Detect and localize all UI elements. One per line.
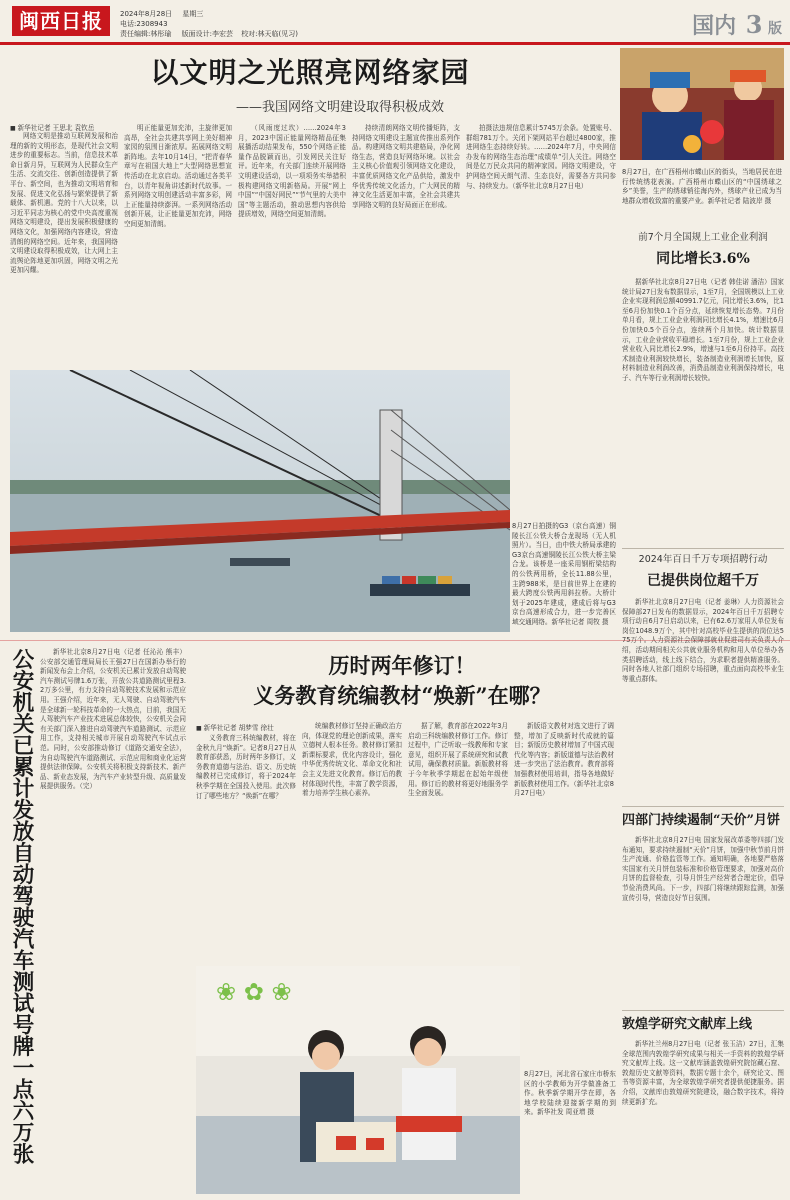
embroidery-photo	[620, 48, 784, 160]
industry-kicker: 前7个月全国规上工业企业利润	[638, 232, 768, 243]
edu-column-2: 统编教材修订坚持正确政治方向，体现党的理论创新成果，落实立德树人根本任务。教材修订紧扣新课标要求，优化内容设计，强化中华优秀传统文化、革命文化和社会主义先进文化教育。修订后的教材体现时代性，丰富了教学资源，着力培养学生核心素养。	[302, 722, 402, 798]
masthead-rule	[0, 42, 790, 45]
lead-subtitle: ——我国网络文明建设取得积极成效	[235, 100, 444, 115]
lead-title: 以文明之光照亮网络家园	[150, 56, 470, 89]
edu-column-1: 义务教育三科统编教材，将在金秋九月“焕新”。记者8月27日从教育部获悉，历时两年多修订，义务教育道德与法治、语文、历史统编教材已完成修订，将于2024年秋季学期在全国投入使用。此次修订了哪些地方？“焕新”在哪？	[196, 734, 296, 800]
police-title: 公安机关已累计发放自动驾驶汽车测试号牌一点六万张	[9, 648, 34, 1164]
issue-proofreader: 校对:林天临(见习)	[241, 30, 299, 38]
edu-title-line-1: 历时两年修订！	[328, 653, 476, 678]
edu-title-line-2: 义务教育统编教材“焕新”在哪？	[253, 683, 551, 708]
classroom-caption: 8月27日，河北省石家庄市桥东区的小学教师为开学做准备工作。秋季新学期开学在即，各地学校陆续迎接新学期的到来。新华社发 周亚增 摄	[524, 1070, 616, 1117]
mooncake-body: 新华社北京8月27日电 国家发展改革委等四部门发布通知，要求持续遏制“天价”月饼，加强中秋节前月饼生产流通、价格监管等工作。通知明确，各地要严格落实国家有关月饼包装标准和价格管理要求，加强对高价月饼的监督检查，引导月饼生产经营者合理定价，倡导节俭消费风尚。下一步，四部门将继续跟踪监测，加强宣传引导，营造良好节日氛围。	[622, 836, 784, 902]
mooncake-title: 四部门持续遏制“天价”月饼	[622, 813, 780, 828]
lead-column-2: 明正能量更加充沛，主旋律更加高昂，全社会共建共享网上美好精神家园的氛围日渐浓厚。拓展网络文明新阵地。去年10月14日，“把青春华章写在祖国大地上”大型网络思想宣传活动在北京启动。活动通过各类平台，以青年视角讲述新时代故事。一系列网络文明创建活动丰富多彩，网上正能量持续澎湃。一系列网络活动创新开展，让正能量更加充沛，网络空间更加清朗。	[124, 124, 232, 228]
industry-body: 据新华社北京8月27日电（记者 韩佳诺 潘洁）国家统计局27日发布数据显示，1至7月，全国规模以上工业企业实现利润总额40991.7亿元，同比增长3.6%，比1至6月份加快0.1个百分点，延续恢复增长态势。7月份单月看，规上工业企业利润同比增长4.1%，增速比6月份加快0.5个百分点，连续两个月加快。统计数据显示，工业企业营收平稳增长。1至7月份，规上工业企业营业收入同比增长2.9%，增速与1至6月份持平。高技术制造业利润较快增长，装备制造业利润增长加快，原材料制造业利润改善，消费品制造业利润保持增长，电子、汽车等行业利润增长较快。	[622, 278, 784, 382]
lead-column-5: 拍摄法违规信息累计5745万余条。处置账号、群组781万个。关闭下架网站平台超过4800家，推进网络生态持续好转。……2024年7月，中央网信办发布的网络生态治理“成绩单”引人关注。网络空间是亿万民众共同的精神家园。网络文明建设，守护网络空间天朗气清、生态良好，需要各方共同参与、持续发力。（新华社北京8月27日电）	[466, 124, 616, 190]
jobs-title: 已提供岗位超千万	[647, 573, 759, 589]
jobs-kicker: 2024年百日千万专项招聘行动	[638, 554, 768, 565]
divider	[622, 548, 784, 549]
masthead	[0, 0, 790, 46]
divider	[622, 1010, 784, 1011]
issue-designer: 版面设计:李宏芸	[181, 30, 233, 38]
lead-byline: ■ 新华社记者 王思北 袁钦岳	[10, 122, 94, 132]
section-name: 国内	[692, 13, 737, 39]
classroom-photo	[196, 966, 520, 1194]
lead-column-3: （风雨度过坎）……2024年3月，2023中国正能量网络精品征集展播活动结果发布，550个网络正能量作品脱颖而出，引发网民关注好评。近年来，有关部门连续开展网络文明建设活动，以一项项务实举措积极构建网络文明新格局。开展“网上中国”“中国好网民”“节气里的大美中国”等主题活动，推动思想内容供给提质增效，网络空间更加清朗。	[238, 124, 346, 219]
edu-column-4: 新版语文教材对选文进行了调整，增加了反映新时代成就的篇目；新版历史教材增加了中国式现代化等内容；新版道德与法治教材进一步突出了法治教育。教育部将加强教材使用培训，指导各地做好新版教材使用工作。（新华社北京8月27日电）	[514, 722, 614, 798]
edu-byline: ■ 新华社记者 胡梦雪 徐壮	[196, 722, 274, 732]
section-label	[640, 9, 782, 37]
bridge-photo	[10, 370, 510, 632]
issue-phone: 电话:2308943	[120, 20, 168, 28]
svg-text:❀ ✿ ❀: ❀ ✿ ❀	[216, 978, 292, 1006]
issue-weekday: 星期三	[182, 10, 204, 18]
dunhuang-title: 敦煌学研究文献库上线	[622, 1017, 753, 1032]
issue-date: 2024年8月28日	[120, 10, 173, 18]
embroidery-caption: 8月27日，在广西梧州市蝶山区的街头，当地居民在进行传统绣花表演。广西梧州市蝶山区的“中国绣球之乡”美誉，生产的绣球销往海内外，绣球产业已成为当地群众增收致富的重要产业。新华社记者 陆波岸 摄	[622, 168, 782, 205]
page-unit: 版	[768, 21, 782, 37]
lead-column-4: 持续清朗网络文明传播矩阵，支持网络文明建设主题宣传推出系列作品。构建网络文明共建格局，净化网络生态，营造良好网络环境。以社会主义核心价值观引领网络文化建设，丰富优质网络文化产品供给，激发中华优秀传统文化活力，广大网民的精神文化生活更加丰富，全社会共建共享网络文明的良好局面正在形成。	[352, 124, 460, 209]
newspaper-logo: 闽西日报	[12, 6, 110, 36]
industry-title: 同比增长3.6%	[656, 251, 750, 267]
lead-column-1: 网络文明是推动互联网发展和治理的新的文明形态，是现代社会文明进步的重要标志。当前，信息技术革命日新月异，互联网为人民群众生产生活、交流交往、创新创造提供了新平台、新空间，也为推动文明培育和发展、促进文化弘扬与繁荣提供了新载体、新机遇。党的十八大以来，以习近平同志为核心的党中央高度重视网络文明建设，提出发展积极健康的网络文化，加强网络内容建设，营造清朗的网络空间。近年来，我国网络文明建设取得积极成效，让大网上主流舆论阵地更加巩固，网络文明之光更加闪耀。	[10, 132, 118, 275]
jobs-body: 新华社北京8月27日电（记者 姜琳）人力资源社会保障部27日发布的数据显示，2024年百日千万招聘专项行动自6月7日启动以来，已有62.6万家用人单位发布岗位1048.9万个，其中针对高校毕业生提供的岗位达575万个。人力资源社会保障部就业促进司有关负责人介绍，活动期间相关公共就业服务机构和用人单位举办各类招聘活动，线上线下结合，为求职者提供精准服务。同时各地人社部门组织专场招聘，重点面向高校毕业生等重点群体。	[622, 598, 784, 683]
section-rule	[0, 640, 790, 641]
police-body: 新华社北京8月27日电（记者 任沁沁 熊丰）公安部交通管理局局长王强27日在国新办举行的新闻发布会上介绍，公安机关已累计发放自动驾驶汽车测试号牌1.6万张，开放公共道路测试里程3.2万多公里，有力支持自动驾驶技术发展和示范应用。王强介绍，近年来，无人驾驶、自动驾驶汽车是全球新一轮科技革命的一大热点，目前，我国无人驾驶汽车产业技术进展总体较快，公安机关会同有关部门深入推进自动驾驶汽车道路测试、示范应用工作，支持相关城市开展自动驾驶汽车试点示范。同时，公安部推动修订《道路交通安全法》，为自动驾驶汽车道路测试、示范应用和商业化运营提供法律保障。公安机关将积极支持新技术、新产品、新业态发展，为汽车产业转型升级、高质量发展提供服务。（完）	[40, 648, 186, 791]
divider	[622, 806, 784, 807]
page-number: 3	[745, 10, 763, 39]
dunhuang-body: 新华社兰州8月27日电（记者 张玉洁）27日，汇集全球范围内敦煌学研究成果与相关一手资料的敦煌学研究文献库上线。这一文献库涵盖敦煌研究院馆藏石窟、敦煌历史文献等资料，数据专题十余个，研究论文、图书等资源丰富，为全球敦煌学研究者提供便捷服务。据介绍，文献库由敦煌研究院建设，融合数字技术，将持续更新扩充。	[622, 1040, 784, 1106]
bridge-caption: 8月27日拍摄的G3（京台高速）铜陵长江公铁大桥合龙现场（无人机照片）。当日，由中铁大桥局承建的G3京台高速铜陵长江公铁大桥主梁合龙。该桥是一座采用钢桁梁结构的公铁两用桥，全长11.88公里，主跨988米，是目前世界上在建的最大跨度公铁两用斜拉桥。大桥计划于2025年建成，建成后将与G3京台高速形成合力，进一步完善区域交通网络。新华社记者 周牧 摄	[512, 522, 616, 626]
edu-column-3: 据了解，教育部在2022年3月启动三科统编教材修订工作。修订过程中，广泛听取一线教师和专家意见，组织开展了系统研究和试教试用，确保教材质量。新版教材将于今年秋季学期起在起始年级使用。修订后的教材将更好地服务学生全面发展。	[408, 722, 508, 798]
issue-editor: 责任编辑:林彤瑜	[120, 30, 172, 38]
